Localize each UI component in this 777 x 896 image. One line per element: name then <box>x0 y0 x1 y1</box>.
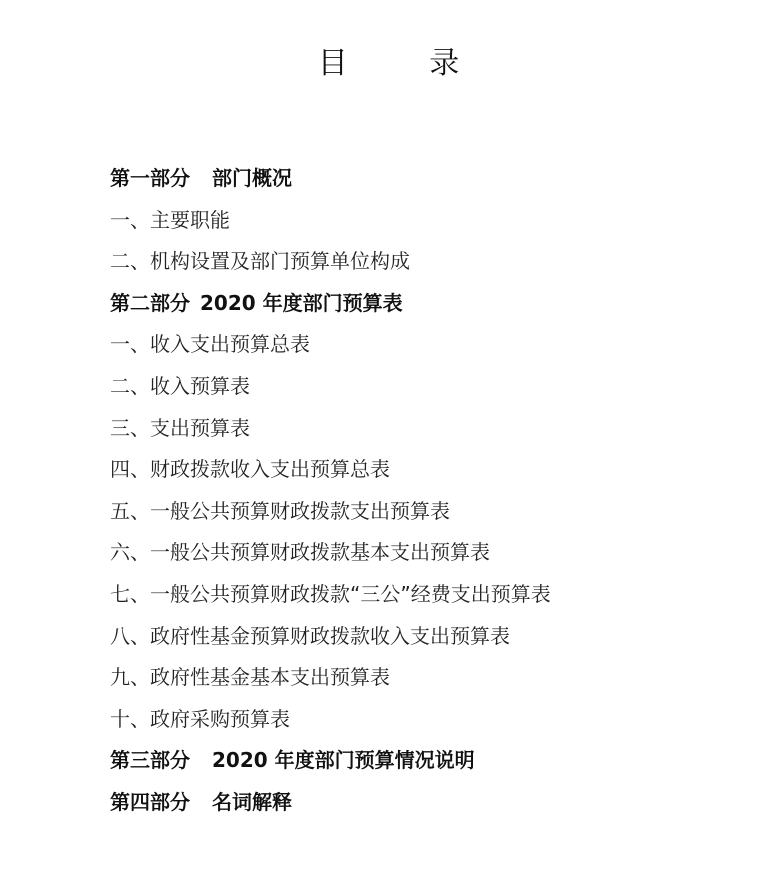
toc-part-label: 部门概况 <box>212 166 292 190</box>
toc-item[interactable] <box>110 657 737 699</box>
toc-part-2[interactable] <box>110 283 737 325</box>
table-of-contents <box>110 158 737 824</box>
toc-item[interactable] <box>110 491 737 533</box>
toc-item[interactable] <box>110 324 737 366</box>
toc-item[interactable] <box>110 699 737 741</box>
toc-item[interactable] <box>110 408 737 450</box>
toc-part-label: 名词解释 <box>212 789 292 814</box>
toc-item-label: 八、政府性基金预算财政拨款收入支出预算表 <box>110 623 510 648</box>
toc-item-label: 九、政府性基金基本支出预算表 <box>110 665 390 690</box>
page-title: 目 录 <box>317 46 496 81</box>
toc-part-label: 2020 年度部门预算表 <box>200 290 403 315</box>
toc-item-label: 七、一般公共预算财政拨款“三公”经费支出预算表 <box>110 581 551 606</box>
toc-item-label: 六、一般公共预算财政拨款基本支出预算表 <box>110 540 490 565</box>
toc-item[interactable] <box>110 574 737 616</box>
toc-item-label: 二、收入预算表 <box>110 373 250 398</box>
toc-part-4[interactable] <box>110 782 737 824</box>
toc-item-label: 三、支出预算表 <box>110 415 250 440</box>
toc-part-3[interactable] <box>110 740 737 782</box>
toc-item[interactable] <box>110 532 737 574</box>
toc-item-label: 一、收入支出预算总表 <box>110 332 310 357</box>
toc-item[interactable] <box>110 449 737 491</box>
toc-part-1[interactable] <box>110 158 737 200</box>
toc-part-prefix: 第二部分 <box>110 290 190 315</box>
toc-part-prefix: 第一部分 <box>110 166 190 190</box>
toc-item[interactable] <box>110 241 737 283</box>
toc-part-prefix: 第三部分 <box>110 748 190 773</box>
toc-item-label: 五、一般公共预算财政拨款支出预算表 <box>110 498 450 523</box>
toc-item-label: 四、财政拨款收入支出预算总表 <box>110 457 390 482</box>
toc-item[interactable] <box>110 616 737 658</box>
toc-part-label: 2020 年度部门预算情况说明 <box>212 748 475 773</box>
toc-part-prefix: 第四部分 <box>110 789 190 814</box>
toc-item-label: 二、机构设置及部门预算单位构成 <box>110 249 410 274</box>
toc-item[interactable] <box>110 200 737 242</box>
toc-item-label: 十、政府采购预算表 <box>110 706 290 731</box>
toc-item-label: 一、主要职能 <box>110 207 230 232</box>
toc-item[interactable] <box>110 366 737 408</box>
